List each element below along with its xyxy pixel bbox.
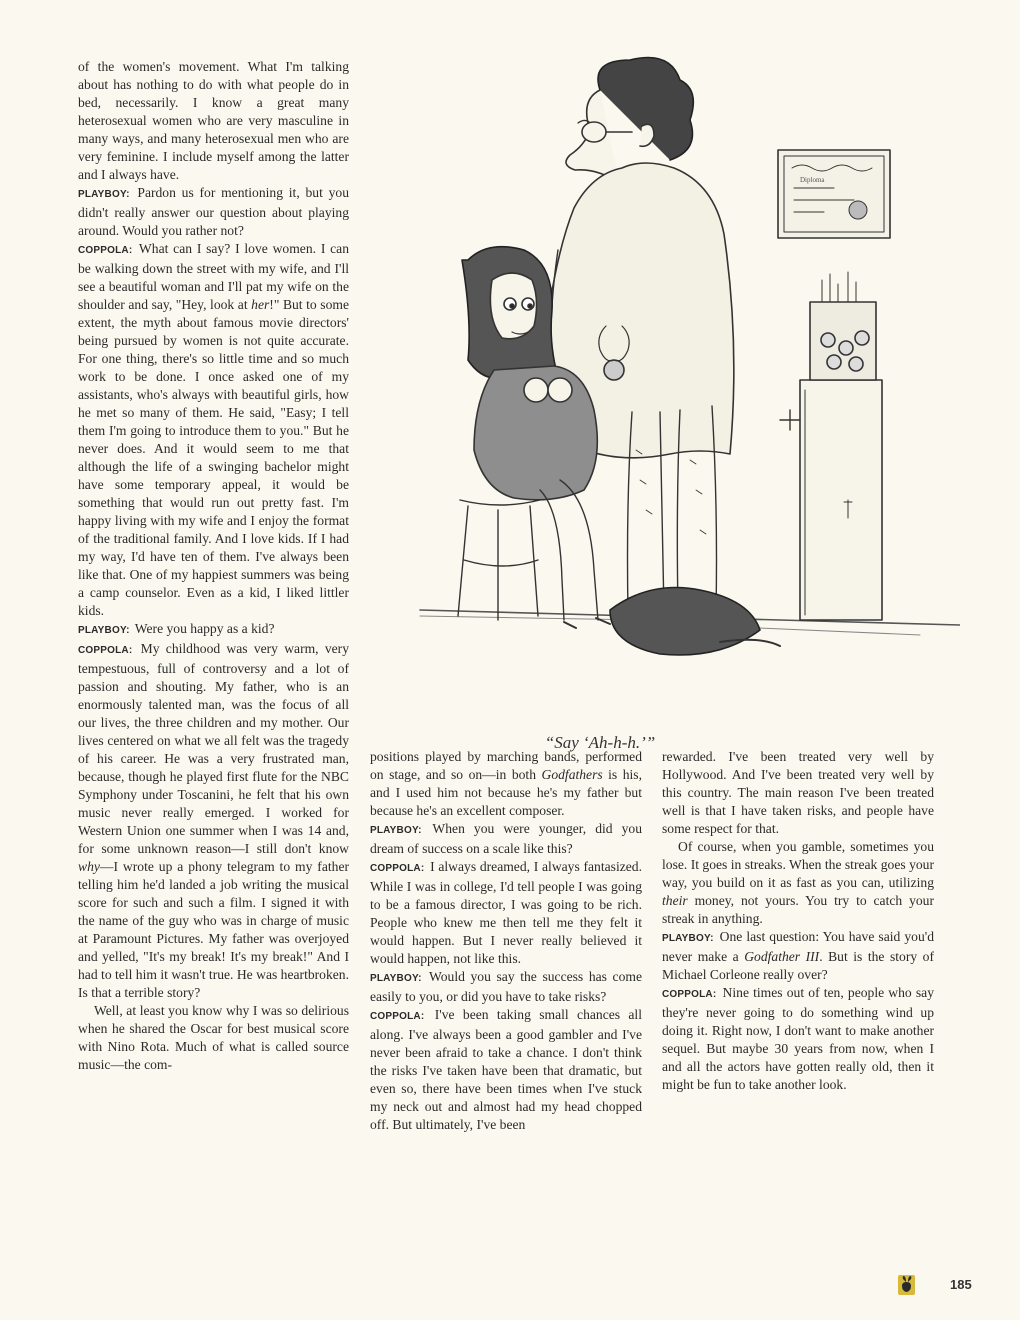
emphasis: their <box>662 893 688 908</box>
speaker-label: COPPOLA: <box>370 1011 425 1022</box>
speaker-label: PLAYBOY: <box>370 973 422 984</box>
paragraph <box>370 748 642 820</box>
paragraph <box>662 928 934 984</box>
paragraph <box>370 1006 642 1134</box>
paragraph <box>662 838 934 928</box>
paragraph-text: —I wrote up a phony telegram to my father telling him he'd landed a job writing the musical score for such and such a film. I signed it with the name of the guy who was in charge of music at Paramount Pictures. My father was overjoyed and yelled, "It's my break! It's my break!" And I had to tell him it wasn't true. He was heartbroken. Is that a terrible story? <box>78 859 349 1000</box>
paragraph <box>370 858 642 968</box>
paragraph-text: One last question: You have said you'd never make a <box>662 929 934 964</box>
speaker-label: PLAYBOY: <box>78 625 130 636</box>
speaker-label: PLAYBOY: <box>78 189 130 200</box>
speaker-label: COPPOLA: <box>78 245 133 256</box>
paragraph-text: is his, and I used him not because he's my father but because he's an excellent composer. <box>370 767 642 818</box>
text-column-1 <box>78 58 349 1074</box>
paragraph-text: positions played by marching bands, performed on stage, and so on—in both <box>370 749 642 782</box>
paragraph <box>78 620 349 640</box>
rabbit-head-logo-icon <box>898 1275 915 1295</box>
speaker-label: COPPOLA: <box>662 989 717 1000</box>
medicine-cabinet <box>780 272 882 620</box>
paragraph-text: When you were younger, did you dream of success on a scale like this? <box>370 821 642 856</box>
paragraph-text: Of course, when you gamble, sometimes you lose. It goes in streaks. When the streak goes your way, you build on it as fast as you can, utilizing <box>662 839 934 890</box>
cartoon-illustration <box>360 50 960 730</box>
emphasis: why <box>78 859 100 874</box>
text-column-2 <box>370 748 642 1134</box>
paragraph: rewarded. I've been treated very well by Hollywood. And I've been treated very well by this country. The main reason I've been treated well is that I have taken risks, and people have some respect for that. <box>662 749 934 836</box>
paragraph <box>78 184 349 240</box>
diploma-text: Diploma <box>800 176 825 184</box>
emphasis: Godfathers <box>541 767 603 782</box>
diploma-frame <box>778 150 890 238</box>
paragraph <box>78 240 349 620</box>
paragraph-text: Pardon us for mentioning it, but you didn't really answer our question about playing around. Would you rather not? <box>78 185 349 238</box>
paragraph <box>78 640 349 1002</box>
paragraph-text: My childhood was very warm, very tempestuous, full of controversy and a lot of passion and shouting. My father, who is an enormously talented man, was the focus of all our lives, the three children and my mother. Our lives centered on what we all felt was the tragedy of his career. He was a very frustrated man, because, though he played first flute for the NBC Symphony under Toscanini, he felt that his own music never really emerged. I worked for Western Union one summer when I was 14 and, for some unknown reason—I still don't know <box>78 641 349 856</box>
paragraph-text: What can I say? I love women. I can be walking down the street with my wife, and I'll see a beautiful woman and I'll pat my wife on the shoulder and say, "Hey, look at <box>78 241 349 312</box>
speaker-label: COPPOLA: <box>78 645 133 656</box>
text-column-3 <box>662 748 934 1094</box>
paragraph-text: Were you happy as a kid? <box>131 621 275 636</box>
paragraph-text: Would you say the success has come easily to you, or did you have to take risks? <box>370 969 642 1004</box>
paragraph: of the women's movement. What I'm talking about has nothing to do with what people do in bed, necessarily. I know a great many heterosexual women who are very masculine in many ways, and many heterosexual men who are very feminine. I include myself among the latter and I always have. <box>78 59 349 182</box>
paragraph-text: Nine times out of ten, people who say they're never going to do something wind up doing it. Right now, I don't want to make another sequel. But maybe 30 years from now, when I and all the actors have gotten really old, then it might be fun to take another look. <box>662 985 934 1092</box>
paragraph-text: . But is the story of Michael Corleone really over? <box>662 949 935 982</box>
page-number: 185 <box>950 1277 972 1292</box>
speaker-label: COPPOLA: <box>370 863 425 874</box>
paragraph-text: I always dreamed, I always fantasized. While I was in college, I'd tell people I was going to be a famous director, I was going to be rich. People who knew me then tell me they felt it would happen. But I never really believed it would happen, not like this. <box>370 859 642 966</box>
doctor-figure <box>542 58 780 656</box>
paragraph-text: !" But to some extent, the myth about famous movie directors' being pursued by women is not quite accurate. For one thing, there's so little time and so much work to be done. I once asked one of my assistants, who's always with beautiful girls, how he met so many of them. He said, "Easy; I tell them I'm going to introduce them to you." But he never does. And it would seem to me that although the life of a swinging bachelor might have some temporary appeal, it would be something that would run out pretty fast. I'm happy living with my wife and I enjoy the format of the traditional family. And I love kids. If I had my way, I'd have ten of them. I've always been like that. One of my happiest summers was being a camp counselor. Even as a kid, I liked littler kids. <box>78 297 349 618</box>
paragraph-text: I've been taking small chances all along. I've always been a good gambler and I've never been afraid to take a chance. I don't think the risks I've taken have been that dramatic, but even so, there have been times when I've stuck my neck out and almost had my head chopped off. But ultimately, I've been <box>370 1007 642 1132</box>
speaker-label: PLAYBOY: <box>370 825 422 836</box>
paragraph: Well, at least you know why I was so delirious when he shared the Oscar for best musical score with Nino Rota. Much of what is called source music—the com- <box>78 1003 349 1072</box>
paragraph-text: money, not yours. You try to catch your streak in anything. <box>662 893 934 926</box>
paragraph <box>370 820 642 858</box>
paragraph <box>370 968 642 1006</box>
emphasis: Godfather III <box>744 949 820 964</box>
paragraph <box>662 984 934 1094</box>
emphasis: her <box>251 297 270 312</box>
speaker-label: PLAYBOY: <box>662 933 714 944</box>
cartoon-caption: “Say ‘Ah-h-h.’” <box>544 733 656 752</box>
